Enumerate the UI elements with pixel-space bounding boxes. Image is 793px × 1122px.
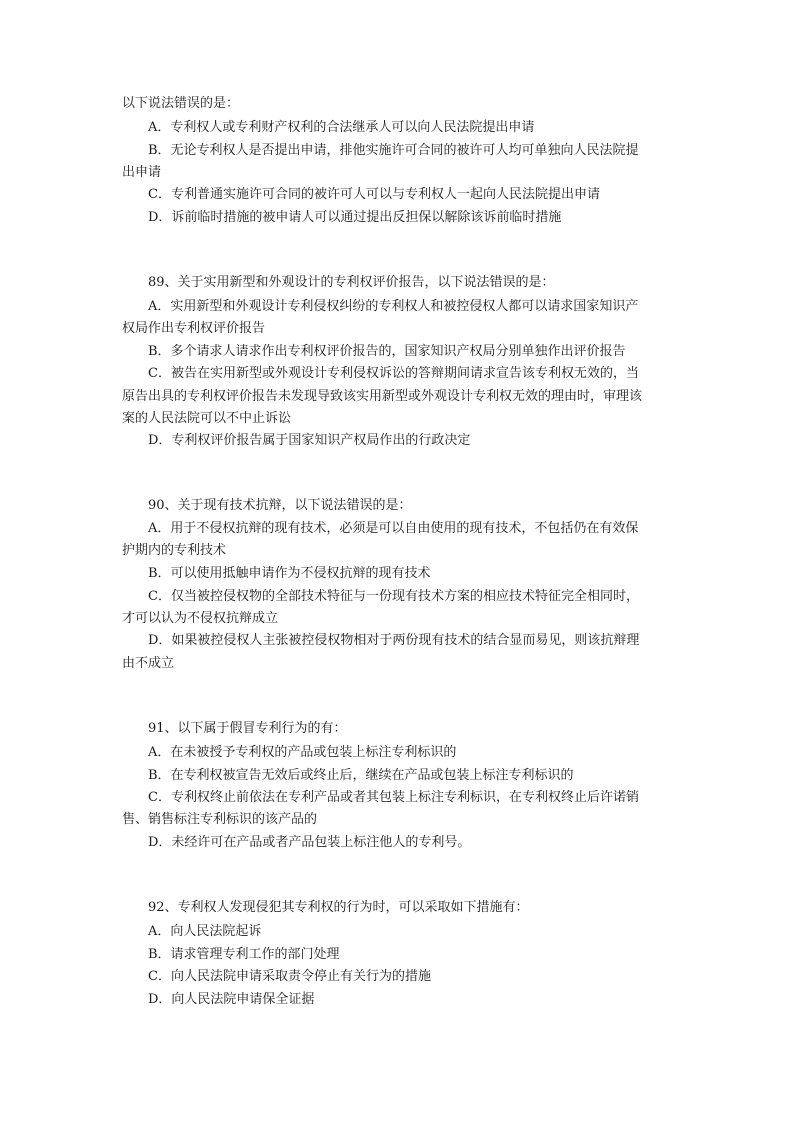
question-90-option-c-continuation: 才可以认为不侵权抗辩成立	[122, 611, 279, 626]
option-d: D．诉前临时措施的被申请人可以通过提出反担保以解除该诉前临时措施	[148, 210, 562, 225]
question-89-option-a: A．实用新型和外观设计专利侵权纠纷的专利权人和被控侵权人都可以请求国家知识产	[148, 299, 639, 314]
option-b-continuation: 出申请	[122, 165, 162, 180]
question-89-option-a-continuation: 权局作出专利权评价报告	[122, 321, 266, 336]
question-91-option-c-continuation: 售、销售标注专利标识的该产品的	[122, 812, 318, 827]
question-90-option-a: A．用于不侵权抗辩的现有技术，必须是可以自由使用的现有技术，不包括仍在有效保	[148, 521, 639, 536]
option-c: C．专利普通实施许可合同的被许可人可以与专利权人一起向人民法院提出申请	[148, 187, 600, 202]
question-90-option-c: C．仅当被控侵权物的全部技术特征与一份现有技术方案的相应技术特征完全相同时，	[148, 589, 639, 604]
question-91-stem: 91、以下属于假冒专利行为的有：	[148, 721, 347, 736]
question-stem: 以下说法错误的是：	[122, 96, 240, 111]
question-90-option-d-continuation: 由不成立	[122, 656, 175, 671]
question-91-option-c: C．专利权终止前依法在专利产品或者其包装上标注专利标识，在专利权终止后许诺销	[148, 790, 639, 805]
question-92-stem: 92、专利权人发现侵犯其专利权的行为时，可以采取如下措施有：	[148, 900, 529, 915]
question-92-option-d: D．向人民法院申请保全证据	[148, 992, 315, 1007]
question-90-option-d: D．如果被控侵权人主张被控侵权物相对于两份现有技术的结合显而易见，则该抗辩理	[148, 633, 640, 648]
question-92-option-a: A．向人民法院起诉	[148, 924, 262, 939]
question-89-option-d: D．专利权评价报告属于国家知识产权局作出的行政决定	[148, 433, 471, 448]
question-92-option-c: C．向人民法院申请采取责令停止有关行为的措施	[148, 969, 431, 984]
question-91-option-d: D．未经许可在产品或者产品包装上标注他人的专利号。	[148, 835, 471, 850]
question-90-stem: 90、关于现有技术抗辩，以下说法错误的是：	[148, 498, 412, 513]
question-89-option-c-continuation-2: 案的人民法院可以不中止诉讼	[122, 411, 292, 426]
option-a: A．专利权人或专利财产权利的合法继承人可以向人民法院提出申请	[148, 120, 535, 135]
question-89-option-c-continuation-1: 原告出具的专利权评价报告未发现导致该实用新型或外观设计专利权无效的理由时，审理该	[122, 389, 643, 404]
question-89-stem: 89、关于实用新型和外观设计的专利权评价报告，以下说法错误的是：	[148, 275, 555, 290]
option-b: B．无论专利权人是否提出申请，排他实施许可合同的被许可人均可单独向人民法院提	[148, 143, 639, 158]
question-91-option-b: B．在专利权被宣告无效后或终止后，继续在产品或包装上标注专利标识的	[148, 768, 574, 783]
question-90-option-a-continuation: 护期内的专利技术	[122, 543, 227, 558]
question-92-option-b: B．请求管理专利工作的部门处理	[148, 947, 340, 962]
question-91-option-a: A．在未被授予专利权的产品或包装上标注专利标识的	[148, 745, 457, 760]
question-89-option-c: C．被告在实用新型或外观设计专利侵权诉讼的答辩期间请求宣告该专利权无效的，当	[148, 366, 639, 381]
question-90-option-b: B．可以使用抵触申请作为不侵权抗辩的现有技术	[148, 566, 431, 581]
question-89-option-b: B．多个请求人请求作出专利权评价报告的，国家知识产权局分别单独作出评价报告	[148, 344, 626, 359]
